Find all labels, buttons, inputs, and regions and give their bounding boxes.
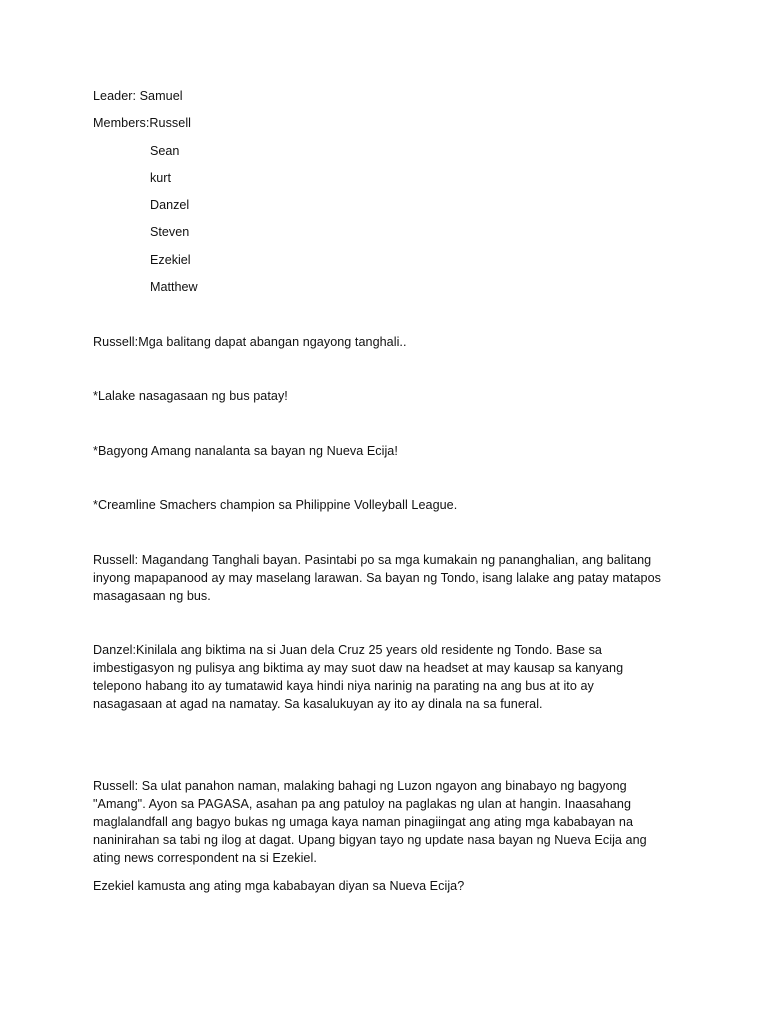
headline-item: *Bagyong Amang nanalanta sa bayan ng Nueva Ecija! [93,444,398,458]
paragraph-line: ating news correspondent na si Ezekiel. [93,851,317,865]
headlines-intro: Russell:Mga balitang dapat abangan ngayong tanghali.. [93,335,407,349]
member-item: Ezekiel [150,253,191,267]
paragraph-line: Russell: Sa ulat panahon naman, malaking bahagi ng Luzon ngayon ang binabayo ng bagyong [93,779,627,793]
paragraph-line: imbestigasyon ng pulisya ang biktima ay may suot daw na headset at may kausap sa kanyang [93,661,624,675]
headline-item: *Lalake nasagasaan ng bus patay! [93,389,288,403]
member-item: kurt [150,171,171,185]
paragraph-line: inyong mapapanood ay may maselang larawan. Sa bayan ng Tondo, isang lalake ang patay matapos [93,571,661,585]
member-item: Matthew [150,280,198,294]
paragraph-line: nasagasaan at agad na namatay. Sa kasalukuyan ay ito ay dinala na sa funeral. [93,697,543,711]
member-item: Sean [150,144,180,158]
leader-line: Leader: Samuel [93,89,183,103]
paragraph-line: Russell: Magandang Tanghali bayan. Pasintabi po sa mga kumakain ng pananghalian, ang balitang [93,553,652,567]
member-item: Danzel [150,198,190,212]
paragraph-line: maglalandfall ang bagyo bukas ng umaga kaya naman pinagiingat ang ating mga kababayan na [93,815,634,829]
paragraph-line: naninirahan sa tabi ng ilog at dagat. Upang bigyan tayo ng update nasa bayan ng Nueva Ecija ang [93,833,647,847]
member-item: Steven [150,225,190,239]
paragraph-line: telepono habang ito ay tumatawid kaya hindi niya narinig na parating na ang bus at ito ay [93,679,594,693]
paragraph-line: Danzel:Kinilala ang biktima na si Juan dela Cruz 25 years old residente ng Tondo. Base sa [93,643,602,657]
paragraph-line: Ezekiel kamusta ang ating mga kababayan diyan sa Nueva Ecija? [93,879,465,893]
paragraph-line: masagasaan ng bus. [93,589,211,603]
paragraph-line: "Amang". Ayon sa PAGASA, asahan pa ang patuloy na paglakas ng ulan at hangin. Inaasahang [93,797,632,811]
headline-item: *Creamline Smachers champion sa Philippine Volleyball League. [93,498,458,512]
members-label: Members:Russell [93,116,192,130]
